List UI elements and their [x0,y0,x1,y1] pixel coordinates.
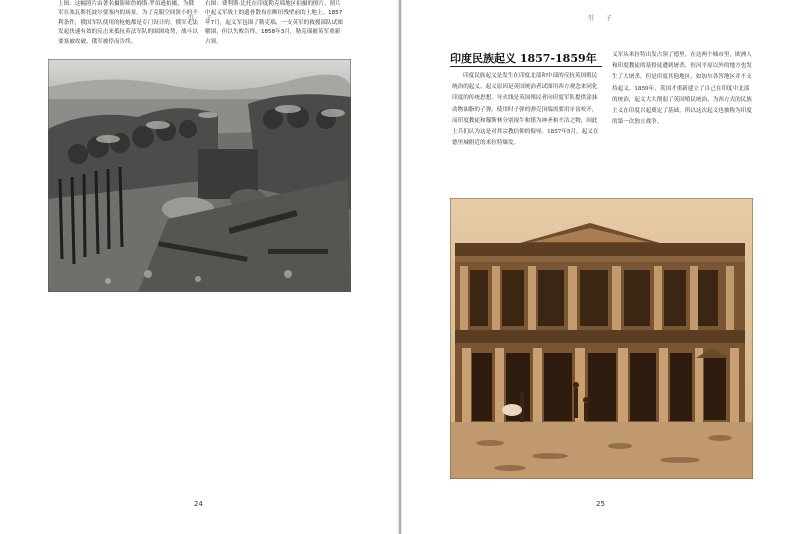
ruins-photo-graphic [450,198,753,479]
page-number-left: 24 [194,500,203,508]
trench-photo-graphic [48,59,351,292]
caption-right: 右图：费利斯·比托在印度勒克瑙地区拍摄的照片，照片中起义军战士的遗骨散布在断垣残壁前的土地上。1857年7月，起义军包围了勒克瑙，一支英军的救援部队试图解围，但以失败告终。1858年3月，勒克瑙被英军重新占领。 [205,1,343,45]
running-head-left: 引 子 [188,15,217,22]
article-title: 印度民族起义 1857-1859年 [450,52,597,65]
body-column-1: 印度民族起义是发生在印度北部和中部的反抗英国殖民统治的起义。起义原因是英国统治者试图用西方观念来同化印度的传统思想，导火线是英国殖民者向印度军队提供涂抹动物油脂的子弹。使用时子弹的弹壳顶端需要用牙齿咬开，而印度教徒和穆斯林分别视牛和猪为神圣和不洁之物，因此士兵们认为这是对其宗教信仰的侮辱。1857年5月，起义在德里城附近的米拉特爆发。 [452,73,599,147]
trench-photo [48,59,351,292]
running-head-right: 引 子 [588,15,617,22]
title-rule [450,66,602,67]
page-number-right: 25 [596,500,605,508]
caption-above: 上图：这幅照片由著名摄影师詹姆斯·罗伯逊拍摄，为俄军在塞瓦斯托波尔要塞内的场景。为了克服空间狭小的不利条件，俄国军队使用的枪炮都是专门设计的。俄军无法发起快速有效的反击来抵抗英法军队的围困攻势，战斗以要塞被攻破、俄军被俘而告终。 [58,1,198,45]
ruins-photo [450,198,753,479]
body-column-2: 义军从米拉特出发占领了德里。在这两个城市里，欧洲人和印度教徒的基督徒遭到屠杀，恒河平原以外的地方也发生了大屠杀。但是印度其他地区，如加尔各答地区并不支持起义。1859年，英国才重新建立了自己在印度中北部的统治，起义大大削弱了英国殖民统治。为西方式的民族主义在印度兴起奠定了基础，所以这次起义也被称为印度的第一次独立战争。 [612,52,752,126]
left-page [0,0,398,534]
